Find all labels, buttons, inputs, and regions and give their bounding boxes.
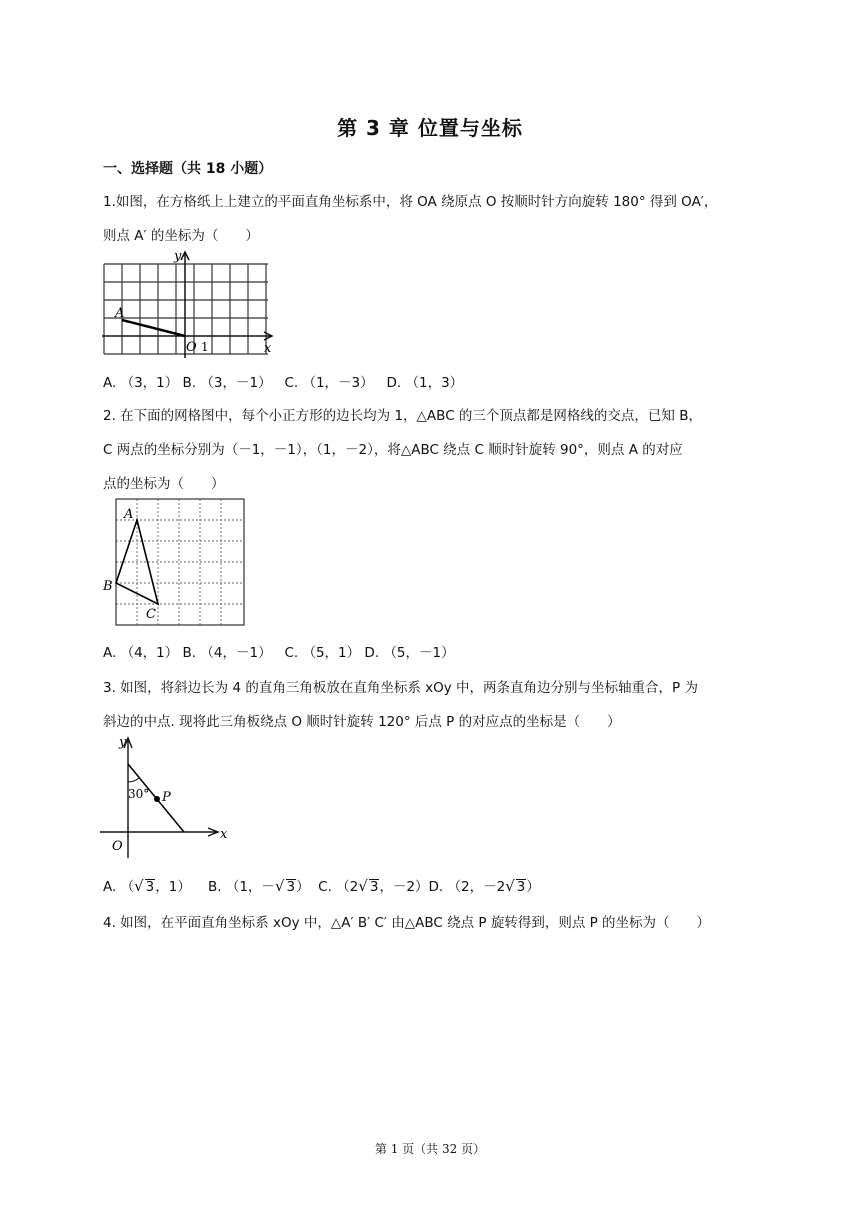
q4-line1: 4. 如图，在平面直角坐标系 xOy 中，△A′ B′ C′ 由△ABC 绕点 P 旋转得到，则点 P 的坐标为（ ）	[103, 915, 711, 931]
q1-origin-label: O	[186, 340, 197, 355]
q3-option-b-radicand: 3	[286, 879, 296, 895]
q3-option-d-suffix: ）	[526, 879, 540, 895]
q3-option-cd-text: ，－2）D. （2，－2	[379, 879, 506, 895]
q3-line2: 斜边的中点. 现将此三角板绕点 O 顺时针旋转 120° 后点 P 的对应点的坐标是（ ）	[103, 714, 621, 730]
q1-line2: 则点 A′ 的坐标为（ ）	[103, 228, 259, 244]
q2-line1: 2. 在下面的网格图中，每个小正方形的边长均为 1，△ABC 的三个顶点都是网格线的交点，已知 B，	[103, 408, 702, 424]
q1-y-label: y	[174, 249, 182, 264]
q3-figure	[100, 734, 234, 860]
q3-option-d-radicand: 3	[516, 879, 526, 895]
q1-unit-label: 1	[201, 340, 209, 354]
page-footer: 第 1 页（共 32 页）	[374, 1142, 486, 1156]
q2-point-a-label: A	[124, 507, 134, 522]
q3-y-label: y	[119, 735, 127, 750]
q3-option-bc-text: ） C. （2	[296, 879, 359, 895]
q1-point-a-label: A	[115, 306, 125, 321]
q2-options: A. （4，1） B. （4，－1） C. （5，1） D. （5，－1）	[103, 645, 455, 661]
q3-line1: 3. 如图，将斜边长为 4 的直角三角板放在直角坐标系 xOy 中，两条直角边分别与坐标轴重合，P 为	[103, 680, 698, 696]
q3-origin-label: O	[112, 839, 123, 854]
q2-point-c-label: C	[146, 607, 156, 622]
q3-point-p-label: P	[162, 790, 171, 805]
q1-x-label: x	[264, 341, 272, 356]
q2-figure	[100, 494, 250, 630]
q3-option-a-prefix: A. （	[103, 879, 135, 895]
q3-option-ab-text: ，1） B. （1，－	[155, 879, 275, 895]
page-title: 第 3 章 位置与坐标	[337, 116, 523, 140]
q3-options: A. （√ 3，1） B. （1，－√ 3） C. （2√ 3，－2）D. （2，－2√ 3）	[103, 877, 540, 895]
q2-point-b-label: B	[103, 579, 113, 594]
q3-option-c-radicand: 3	[369, 879, 379, 895]
q3-angle-label: 30°	[128, 787, 150, 801]
q1-options: A. （3，1） B. （3，－1） C. （1，－3） D. （1，3）	[103, 375, 464, 391]
q2-grid	[116, 499, 244, 625]
q3-x-label: x	[220, 827, 228, 842]
q3-option-a-radicand: 3	[145, 879, 155, 895]
q3-point-p	[154, 796, 160, 802]
section-title: 一、选择题（共 18 小题）	[103, 161, 273, 177]
q1-line1: 1.如图，在方格纸上上建立的平面直角坐标系中，将 OA 绕原点 O 按顺时针方向旋转 180° 得到 OA′，	[103, 194, 718, 210]
q2-line2: C 两点的坐标分别为（－1，－1），（1，－2），将△ABC 绕点 C 顺时针旋转 90°，则点 A 的对应	[103, 442, 683, 458]
q1-figure	[100, 246, 280, 358]
q3-angle-arc	[128, 778, 139, 782]
q2-line3: 点的坐标为（ ）	[103, 476, 225, 492]
